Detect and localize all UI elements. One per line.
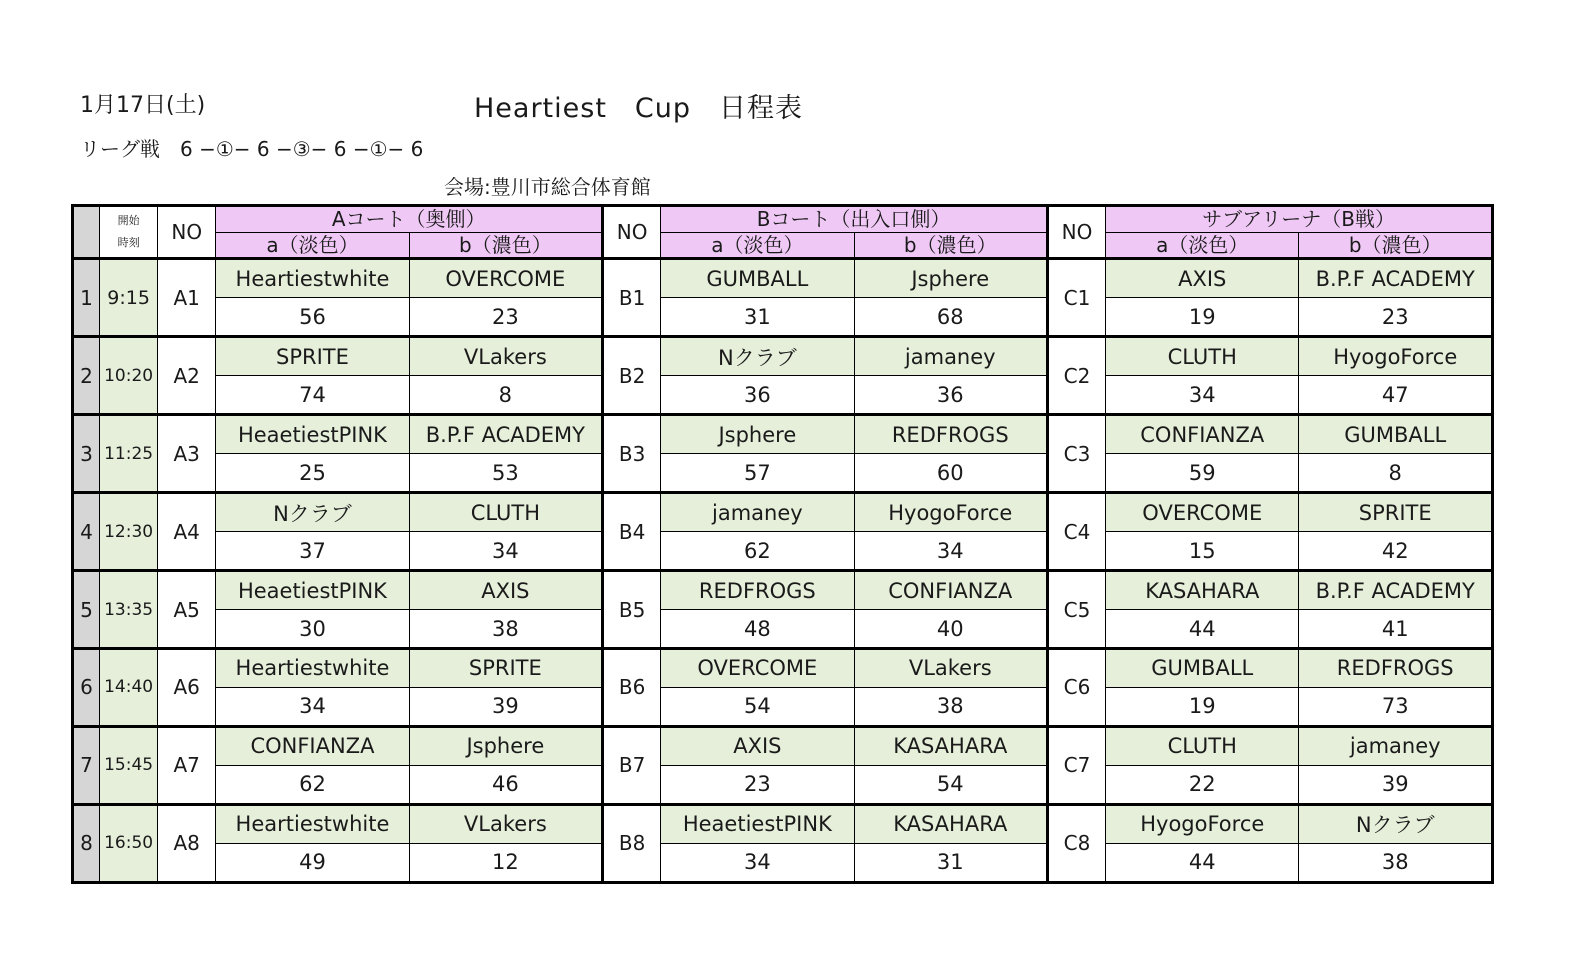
round-number: 6 (73, 649, 100, 727)
score-a: 59 (1106, 454, 1299, 493)
team-b: VLakers (409, 337, 602, 376)
team-a: SPRITE (216, 337, 409, 376)
game-number: C2 (1047, 337, 1105, 415)
team-a: HeaetiestPINK (216, 571, 409, 610)
score-a: 15 (1106, 532, 1299, 571)
team-b: CONFIANZA (854, 571, 1047, 610)
team-b: B.P.F ACADEMY (1299, 259, 1493, 298)
score-a: 22 (1106, 765, 1299, 804)
round-row-teams (73, 726, 1493, 765)
score-b: 34 (409, 532, 602, 571)
team-b: KASAHARA (854, 804, 1047, 843)
game-number: B5 (603, 571, 661, 649)
court-c-side-a: a（淡色） (1106, 232, 1299, 259)
league-format: リーグ戦 6 −①− 6 −③− 6 −①− 6 (80, 137, 424, 161)
score-a: 34 (216, 687, 409, 726)
team-b: AXIS (409, 571, 602, 610)
team-b: CLUTH (409, 493, 602, 532)
score-b: 39 (1299, 765, 1493, 804)
court-b-header: Bコート（出入口側） (661, 206, 1048, 233)
team-a: HeaetiestPINK (216, 415, 409, 454)
start-time: 13:35 (100, 571, 158, 649)
round-number: 5 (73, 571, 100, 649)
no-header-c: NO (1047, 206, 1105, 259)
team-b: jamaney (854, 337, 1047, 376)
game-number: C1 (1047, 259, 1105, 337)
team-a: Nクラブ (661, 337, 854, 376)
team-b: HyogoForce (854, 493, 1047, 532)
round-row-scores (73, 765, 1493, 804)
team-a: Jsphere (661, 415, 854, 454)
team-a: HyogoForce (1106, 804, 1299, 843)
game-number: A5 (158, 571, 216, 649)
score-a: 34 (1106, 376, 1299, 415)
team-b: OVERCOME (409, 259, 602, 298)
game-number: A3 (158, 415, 216, 493)
game-number: C7 (1047, 726, 1105, 804)
score-a: 44 (1106, 843, 1299, 882)
game-number: A4 (158, 493, 216, 571)
start-time: 12:30 (100, 493, 158, 571)
score-b: 73 (1299, 687, 1493, 726)
score-a: 37 (216, 532, 409, 571)
court-a-header: Aコート（奥側） (216, 206, 603, 233)
team-b: HyogoForce (1299, 337, 1493, 376)
schedule-table (71, 204, 1494, 884)
score-a: 56 (216, 298, 409, 337)
start-time: 10:20 (100, 337, 158, 415)
score-a: 30 (216, 610, 409, 649)
team-a: CLUTH (1106, 337, 1299, 376)
round-number: 8 (73, 804, 100, 882)
game-number: B3 (603, 415, 661, 493)
start-time-header-line1: 開始 (117, 214, 140, 228)
game-number: B6 (603, 649, 661, 727)
score-b: 36 (854, 376, 1047, 415)
team-a: OVERCOME (661, 649, 854, 688)
game-number: B2 (603, 337, 661, 415)
score-b: 31 (854, 843, 1047, 882)
score-b: 8 (409, 376, 602, 415)
round-row-teams (73, 649, 1493, 688)
score-a: 19 (1106, 298, 1299, 337)
court-a-side-a: a（淡色） (216, 232, 409, 259)
game-number: A2 (158, 337, 216, 415)
round-row-teams (73, 571, 1493, 610)
team-a: KASAHARA (1106, 571, 1299, 610)
team-a: GUMBALL (1106, 649, 1299, 688)
game-number: B1 (603, 259, 661, 337)
team-a: OVERCOME (1106, 493, 1299, 532)
game-number: C6 (1047, 649, 1105, 727)
start-time-header-line2: 時刻 (117, 236, 140, 250)
team-b: B.P.F ACADEMY (1299, 571, 1493, 610)
team-a: Heartiestwhite (216, 649, 409, 688)
score-a: 62 (661, 532, 854, 571)
team-b: SPRITE (409, 649, 602, 688)
round-row-teams (73, 259, 1493, 298)
header-row-courts (73, 206, 1493, 233)
court-b-side-a: a（淡色） (661, 232, 854, 259)
round-row-scores (73, 610, 1493, 649)
score-a: 31 (661, 298, 854, 337)
team-a: CONFIANZA (216, 726, 409, 765)
court-a-side-b: b（濃色） (409, 232, 602, 259)
team-b: Jsphere (409, 726, 602, 765)
no-header-a: NO (158, 206, 216, 259)
team-a: Heartiestwhite (216, 259, 409, 298)
team-b: VLakers (854, 649, 1047, 688)
round-row-scores (73, 376, 1493, 415)
score-b: 38 (1299, 843, 1493, 882)
round-number: 1 (73, 259, 100, 337)
start-time: 11:25 (100, 415, 158, 493)
score-b: 8 (1299, 454, 1493, 493)
score-a: 49 (216, 843, 409, 882)
score-a: 23 (661, 765, 854, 804)
score-a: 25 (216, 454, 409, 493)
no-header-b: NO (603, 206, 661, 259)
round-row-scores (73, 532, 1493, 571)
game-number: A8 (158, 804, 216, 882)
game-number: B7 (603, 726, 661, 804)
game-number: C5 (1047, 571, 1105, 649)
team-b: REDFROGS (854, 415, 1047, 454)
game-number: C4 (1047, 493, 1105, 571)
header-row-sides (73, 232, 1493, 259)
team-b: GUMBALL (1299, 415, 1493, 454)
game-number: B4 (603, 493, 661, 571)
game-number: A7 (158, 726, 216, 804)
round-row-teams (73, 804, 1493, 843)
round-row-scores (73, 454, 1493, 493)
score-b: 41 (1299, 610, 1493, 649)
game-number: C8 (1047, 804, 1105, 882)
score-b: 39 (409, 687, 602, 726)
team-b: VLakers (409, 804, 602, 843)
team-b: SPRITE (1299, 493, 1493, 532)
game-number: A1 (158, 259, 216, 337)
score-b: 38 (409, 610, 602, 649)
score-b: 38 (854, 687, 1047, 726)
team-a: AXIS (1106, 259, 1299, 298)
score-a: 19 (1106, 687, 1299, 726)
team-b: REDFROGS (1299, 649, 1493, 688)
round-number: 3 (73, 415, 100, 493)
team-a: CONFIANZA (1106, 415, 1299, 454)
score-a: 36 (661, 376, 854, 415)
score-b: 34 (854, 532, 1047, 571)
score-a: 74 (216, 376, 409, 415)
round-number: 2 (73, 337, 100, 415)
start-time: 15:45 (100, 726, 158, 804)
team-b: jamaney (1299, 726, 1493, 765)
score-a: 62 (216, 765, 409, 804)
game-number: A6 (158, 649, 216, 727)
team-b: Nクラブ (1299, 804, 1493, 843)
score-a: 54 (661, 687, 854, 726)
court-c-header: サブアリーナ（B戦） (1106, 206, 1493, 233)
team-a: jamaney (661, 493, 854, 532)
score-b: 68 (854, 298, 1047, 337)
round-number: 7 (73, 726, 100, 804)
score-b: 47 (1299, 376, 1493, 415)
team-a: Heartiestwhite (216, 804, 409, 843)
round-row-teams (73, 493, 1493, 532)
team-b: B.P.F ACADEMY (409, 415, 602, 454)
start-time-header (100, 206, 158, 259)
score-b: 12 (409, 843, 602, 882)
game-number: C3 (1047, 415, 1105, 493)
score-b: 42 (1299, 532, 1493, 571)
team-a: HeaetiestPINK (661, 804, 854, 843)
team-a: REDFROGS (661, 571, 854, 610)
start-time: 9:15 (100, 259, 158, 337)
game-number: B8 (603, 804, 661, 882)
start-time: 16:50 (100, 804, 158, 882)
score-a: 57 (661, 454, 854, 493)
score-b: 60 (854, 454, 1047, 493)
team-b: KASAHARA (854, 726, 1047, 765)
team-a: GUMBALL (661, 259, 854, 298)
round-row-teams (73, 337, 1493, 376)
team-a: CLUTH (1106, 726, 1299, 765)
score-b: 40 (854, 610, 1047, 649)
round-row-scores (73, 687, 1493, 726)
team-b: Jsphere (854, 259, 1047, 298)
score-a: 48 (661, 610, 854, 649)
score-a: 44 (1106, 610, 1299, 649)
court-b-side-b: b（濃色） (854, 232, 1047, 259)
round-row-teams (73, 415, 1493, 454)
team-a: AXIS (661, 726, 854, 765)
score-b: 53 (409, 454, 602, 493)
page-title: Heartiest Cup 日程表 (474, 93, 804, 124)
score-b: 23 (1299, 298, 1493, 337)
score-b: 46 (409, 765, 602, 804)
score-b: 23 (409, 298, 602, 337)
score-a: 34 (661, 843, 854, 882)
round-row-scores (73, 298, 1493, 337)
round-row-scores (73, 843, 1493, 882)
team-a: Nクラブ (216, 493, 409, 532)
round-number: 4 (73, 493, 100, 571)
court-c-side-b: b（濃色） (1299, 232, 1493, 259)
schedule-date: 1月17日(土) (80, 93, 206, 118)
venue-label: 会場:豊川市総合体育館 (444, 175, 651, 199)
start-time: 14:40 (100, 649, 158, 727)
score-b: 54 (854, 765, 1047, 804)
round-header (73, 206, 100, 259)
